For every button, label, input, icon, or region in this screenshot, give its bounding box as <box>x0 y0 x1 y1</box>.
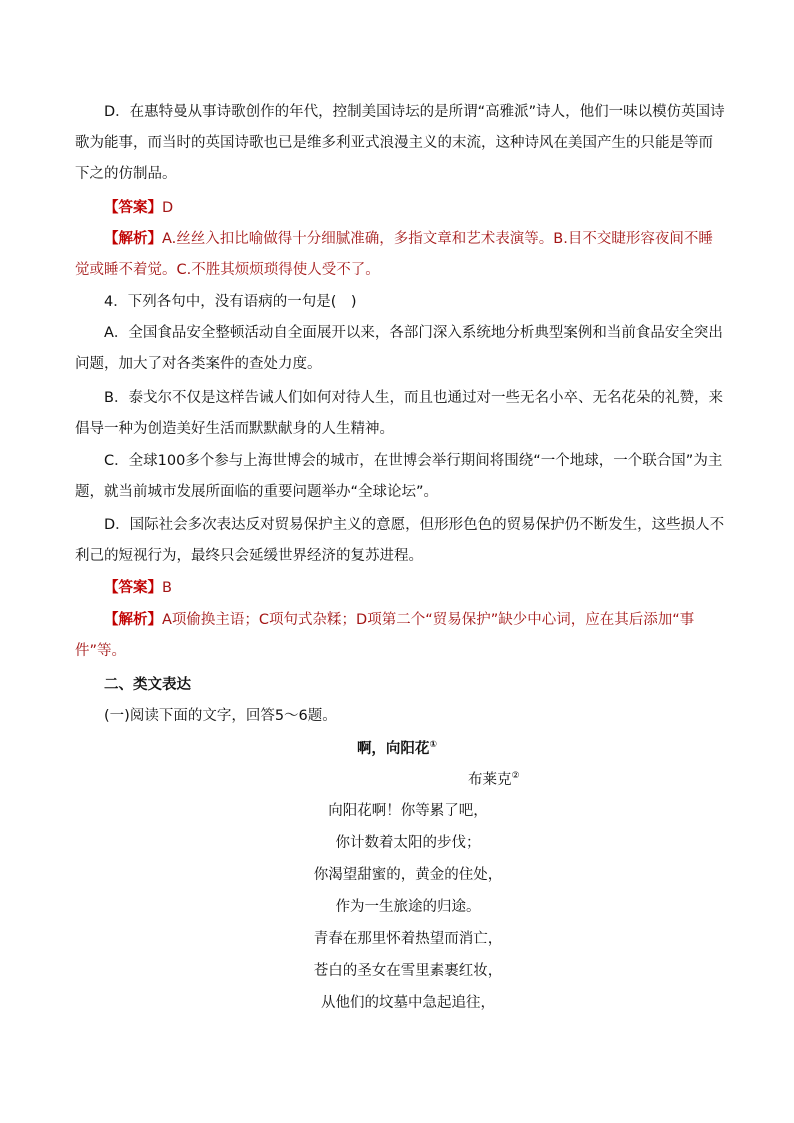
poem-line: 作为一生旅途的归途。 <box>335 899 481 915</box>
poem-line: 你渴望甜蜜的，黄金的住处， <box>313 867 503 883</box>
q4-option-d: D．国际社会多次表达反对贸易保护主义的意愿，但形形色色的贸易保护仍不断发生，这些损人不利己的短视行为，最终只会延缓世界经济的复苏进程。 <box>75 517 725 564</box>
q3-option-d: D．在惠特曼从事诗歌创作的年代，控制美国诗坛的是所谓“高雅派”诗人，他们一味以模仿英国诗歌为能事，而当时的英国诗歌也已是维多利亚式浪漫主义的末流，这种诗风在美国产生的只能是等而下之的仿制品。 <box>75 104 725 182</box>
section-intro: (一)阅读下面的文字，回答5～6题。 <box>104 708 337 724</box>
poem-line: 青春在那里怀着热望而消亡， <box>313 931 503 947</box>
q4-analysis <box>75 605 725 667</box>
q3-answer <box>75 193 725 224</box>
q4-answer <box>75 573 725 604</box>
poem-line: 你计数着太阳的步伐； <box>335 835 481 851</box>
answer-value: B <box>162 580 172 596</box>
poem-title-text: 啊，向阳花 <box>356 741 430 757</box>
footnote-marker: ② <box>511 771 520 782</box>
answer-value: D <box>162 200 174 216</box>
poem-line: 从他们的坟墓中急起追往， <box>321 995 495 1011</box>
poem-line: 向阳花啊！你等累了吧， <box>328 803 488 819</box>
section-heading: 二、类文表达 <box>104 677 191 693</box>
footnote-marker: ① <box>429 740 438 751</box>
analysis-text: A项偷换主语；C项句式杂糅；D项第二个“贸易保护”缺少中心词，应在其后添加“事件”等。 <box>75 612 695 659</box>
poem-line: 苍白的圣女在雪里素裹红妆， <box>313 963 503 979</box>
q4-option-b: B．泰戈尔不仅是这样告诫人们如何对待人生，而且也通过对一些无名小卒、无名花朵的礼赞，来倡导一种为创造美好生活而默默献身的人生精神。 <box>75 390 723 437</box>
poem-author <box>468 765 520 796</box>
poem-title <box>0 734 794 765</box>
q3-analysis <box>75 224 725 286</box>
answer-tag: 【答案】 <box>104 200 162 216</box>
analysis-tag: 【解析】 <box>104 612 162 628</box>
poem-author-text: 布莱克 <box>468 772 512 788</box>
answer-tag: 【答案】 <box>104 580 162 596</box>
q4-option-a: A．全国食品安全整顿活动自全面展开以来，各部门深入系统地分析典型案例和当前食品安全突出问题，加大了对各类案件的查处力度。 <box>75 325 723 372</box>
q4-stem: 4．下列各句中，没有语病的一句是( ) <box>104 294 357 310</box>
analysis-tag: 【解析】 <box>104 231 162 247</box>
q4-option-c: C．全球100多个参与上海世博会的城市，在世博会举行期间将围绕“一个地球，一个联合国”为主题，就当前城市发展所面临的重要问题举办“全球论坛”。 <box>75 453 723 500</box>
analysis-text: A.丝丝入扣比喻做得十分细腻准确，多指文章和艺术表演等。B.目不交睫形容夜间不睡觉或睡不着觉。C.不胜其烦烦琐得使人受不了。 <box>75 231 713 278</box>
